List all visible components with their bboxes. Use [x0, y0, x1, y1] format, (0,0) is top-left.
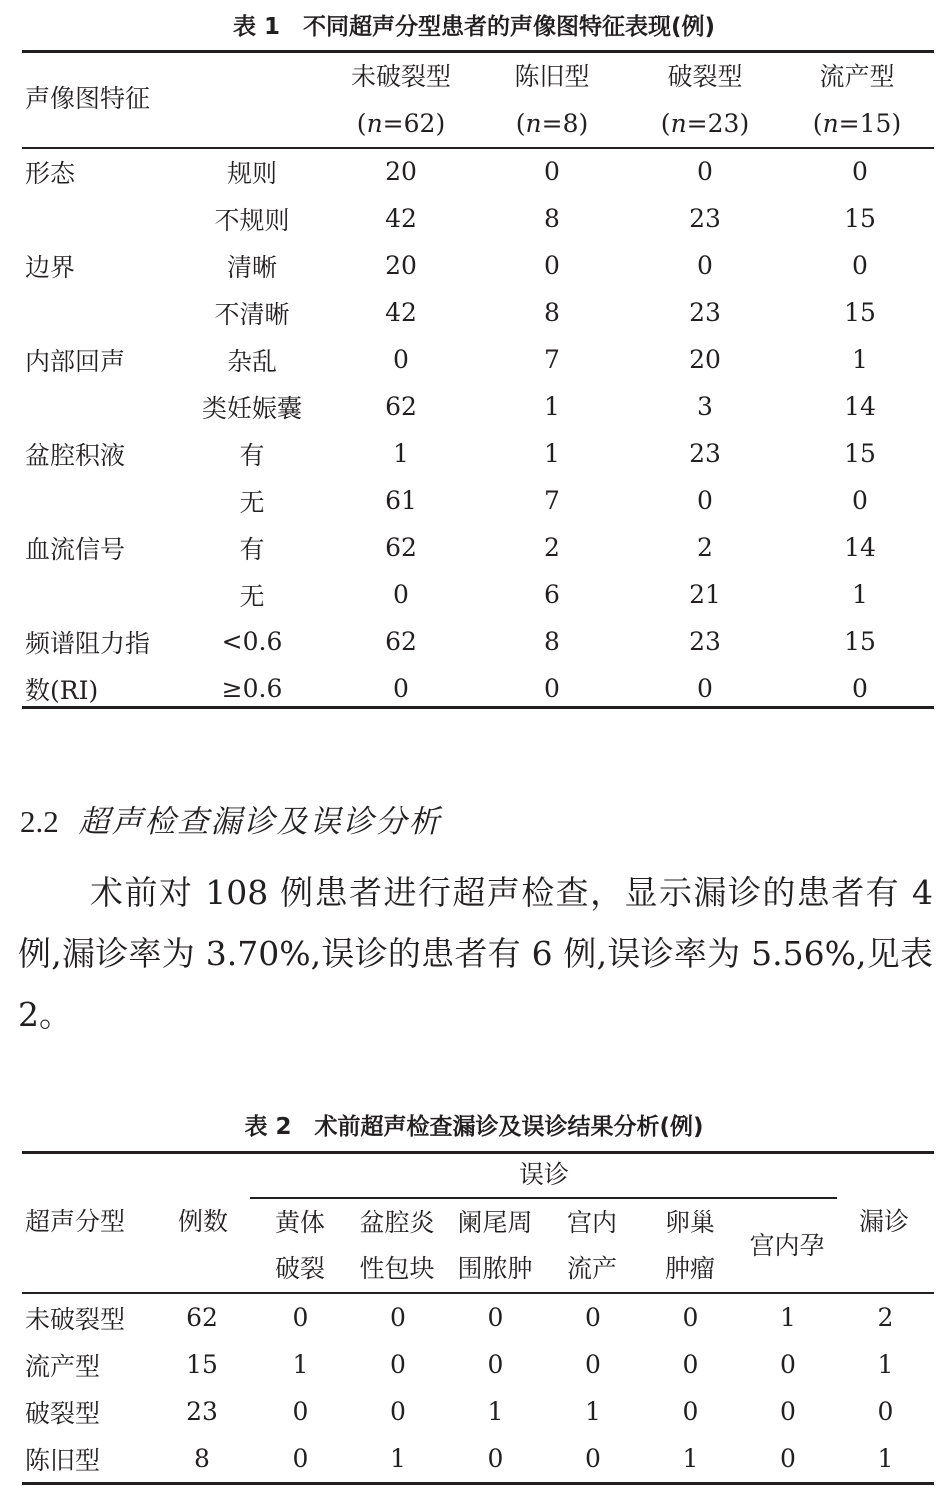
- table2-cell: 0: [292, 1444, 309, 1473]
- section-title: 超声检查漏诊及误诊分析: [78, 804, 442, 840]
- table2-cell: 0: [780, 1397, 796, 1426]
- table1-row: [22, 430, 934, 477]
- table1-cell: 15: [844, 439, 876, 468]
- table1-cell: 1: [544, 392, 560, 421]
- table2-cell: 1: [585, 1397, 601, 1426]
- table2-misdiag-col: 阑尾周: [457, 1208, 533, 1237]
- table2-count: 23: [186, 1397, 218, 1426]
- table1-row: [22, 195, 934, 242]
- table1-cell: 7: [544, 345, 560, 374]
- table2-col-count: 例数: [177, 1207, 229, 1236]
- table1-cell: 20: [385, 251, 417, 280]
- table2-cell: 0: [682, 1350, 699, 1379]
- table1-cell: 62: [385, 533, 417, 562]
- table1-cell: 0: [544, 157, 560, 186]
- table2-cell: 0: [585, 1303, 601, 1332]
- table1-feature: [22, 195, 182, 242]
- table2-cell: 0: [585, 1350, 601, 1379]
- table2-row: [22, 1294, 934, 1341]
- table2-cell: 0: [682, 1303, 699, 1332]
- table2-type: 破裂型: [25, 1398, 101, 1428]
- table1-feature: [22, 383, 182, 430]
- table1-cell: 0: [852, 251, 868, 280]
- table1-cell: 0: [697, 157, 713, 186]
- table2-cell: 0: [292, 1303, 309, 1332]
- table2-count: 8: [194, 1444, 210, 1473]
- table1-cell: 23: [689, 439, 721, 468]
- table2-cell: 1: [682, 1444, 699, 1473]
- table1-sub: <0.6: [221, 627, 283, 656]
- table1-feature: 形态: [25, 158, 76, 188]
- table1-row: [22, 477, 934, 524]
- table1-group-name: 破裂型: [667, 62, 743, 91]
- table1-top-rule: [22, 50, 934, 53]
- table1-group-n: (n=23): [660, 109, 750, 138]
- table2-misdiag-col: 宫内孕: [749, 1231, 825, 1260]
- table2-misdiag-col: 黄体: [274, 1208, 326, 1237]
- table2-misdiag-col: 流产: [566, 1254, 618, 1283]
- table1-feature: 内部回声: [25, 346, 126, 376]
- table2-cell: 0: [487, 1444, 504, 1473]
- table2-cell: 1: [780, 1303, 796, 1332]
- table1-header-feature: 声像图特征: [25, 84, 151, 113]
- table1-cell: 2: [697, 533, 713, 562]
- table1-group-name: 陈旧型: [514, 62, 590, 91]
- table2-cell: 0: [390, 1303, 406, 1332]
- table1-feature: 数(RI): [25, 675, 99, 705]
- table1-feature: 频谱阻力指: [25, 628, 151, 658]
- table1-feature: 盆腔积液: [25, 440, 126, 470]
- table2-misdiag-col: 卵巢: [664, 1208, 716, 1237]
- table1-cell: 0: [852, 157, 868, 186]
- table1-cell: 1: [852, 345, 868, 374]
- table2-body: [22, 1294, 934, 1482]
- table1-sub: 有: [239, 440, 265, 470]
- table1-cell: 0: [544, 251, 560, 280]
- table1-cell: 62: [385, 392, 417, 421]
- table1-cell: 0: [852, 486, 868, 515]
- table1-cell: 23: [689, 204, 721, 233]
- table1-sub: 不规则: [214, 205, 290, 235]
- table1-cell: 6: [544, 580, 560, 609]
- table1-group-n: (n=15): [812, 109, 902, 138]
- table1-cell: 8: [544, 627, 560, 656]
- table1-cell: 0: [697, 674, 713, 703]
- table1-cell: 0: [393, 580, 409, 609]
- table1-row: [22, 148, 934, 195]
- table1-feature: [22, 477, 182, 524]
- table1-cell: 15: [844, 298, 876, 327]
- table2-count: 62: [186, 1303, 218, 1332]
- table1-cell: 61: [385, 486, 417, 515]
- table1-cell: 42: [385, 298, 417, 327]
- table1-row: [22, 289, 934, 336]
- table2-cell: 0: [390, 1350, 406, 1379]
- table2-col-missed: 漏诊: [858, 1207, 910, 1236]
- table1-row: [22, 242, 934, 289]
- table1-row: [22, 571, 934, 618]
- table1-cell: 23: [689, 627, 721, 656]
- table2-misdiag-col: 性包块: [359, 1254, 435, 1283]
- table2-missed: 0: [877, 1397, 894, 1426]
- table1-feature: [22, 571, 182, 618]
- table2-group-rule: [250, 1197, 837, 1199]
- table1-row: [22, 618, 934, 665]
- table1-bottom-rule: [22, 706, 934, 709]
- table1-sub: 有: [239, 534, 265, 564]
- table1-cell: 20: [689, 345, 721, 374]
- table2-type: 未破裂型: [25, 1304, 126, 1334]
- table2-cell: 0: [292, 1397, 309, 1426]
- table1-sub: 规则: [226, 158, 277, 188]
- table1-cell: 0: [393, 345, 409, 374]
- table2-row: [22, 1341, 934, 1388]
- table1-cell: 15: [844, 627, 876, 656]
- table2-misdiag-col: 围脓肿: [457, 1254, 533, 1283]
- table2-missed: 1: [877, 1444, 894, 1473]
- table2-misdiag-group: 误诊: [518, 1160, 570, 1189]
- table1-cell: 0: [697, 251, 713, 280]
- table1-cell: 23: [689, 298, 721, 327]
- table1-cell: 0: [697, 486, 713, 515]
- table1-cell: 8: [544, 204, 560, 233]
- table2-cell: 1: [390, 1444, 406, 1473]
- table1-cell: 42: [385, 204, 417, 233]
- table1-row: [22, 383, 934, 430]
- table1-cell: 3: [697, 392, 713, 421]
- table2-cell: 0: [390, 1397, 406, 1426]
- table1-cell: 1: [544, 439, 560, 468]
- table1-cell: 1: [393, 439, 409, 468]
- table1-feature: 血流信号: [25, 534, 126, 564]
- table2-cell: 0: [780, 1350, 796, 1379]
- table1-cell: 0: [544, 674, 560, 703]
- table2-cell: 0: [487, 1350, 504, 1379]
- table2-top-rule: [22, 1151, 934, 1154]
- table1-cell: 15: [844, 204, 876, 233]
- table1-row: [22, 665, 934, 712]
- table2-missed: 1: [877, 1350, 894, 1379]
- table1-cell: 1: [852, 580, 868, 609]
- table1-sub: 清晰: [226, 252, 277, 282]
- table2-row: [22, 1435, 934, 1482]
- table2-cell: 1: [487, 1397, 504, 1426]
- table1-feature: 边界: [25, 252, 76, 282]
- table1-row: [22, 336, 934, 383]
- table2-missed: 2: [877, 1303, 894, 1332]
- table1-cell: 14: [844, 533, 876, 562]
- table2-misdiag-col: 宫内: [566, 1208, 618, 1237]
- table1-group-name: 流产型: [819, 62, 895, 91]
- table1-cell: 62: [385, 627, 417, 656]
- table1-cell: 21: [689, 580, 721, 609]
- table1-sub: ≥0.6: [221, 674, 283, 703]
- table2-count: 15: [186, 1350, 218, 1379]
- table2-cell: 1: [292, 1350, 309, 1379]
- table1-sub: 不清晰: [214, 299, 290, 329]
- table1-sub: 无: [239, 581, 265, 611]
- table1-cell: 8: [544, 298, 560, 327]
- table2-cell: 0: [487, 1303, 504, 1332]
- table1-cell: 7: [544, 486, 560, 515]
- table1-cell: 0: [393, 674, 409, 703]
- table1-cell: 14: [844, 392, 876, 421]
- table1-body: [22, 148, 934, 712]
- table1-sub: 类妊娠囊: [201, 393, 302, 423]
- table1-sub: 无: [239, 487, 265, 517]
- table2-type: 陈旧型: [25, 1445, 101, 1475]
- table2-misdiag-col: 破裂: [274, 1254, 326, 1283]
- table2-col-type: 超声分型: [25, 1207, 126, 1236]
- table1-group-name: 未破裂型: [350, 62, 452, 91]
- table1-cell: 2: [544, 533, 560, 562]
- table2-misdiag-col: 肿瘤: [664, 1254, 716, 1283]
- table2-cell: 0: [585, 1444, 601, 1473]
- table2-title: 表 2 术前超声检查漏诊及误诊结果分析(例): [244, 1114, 704, 1140]
- table1-feature: [22, 289, 182, 336]
- table2-bottom-rule: [22, 1482, 934, 1485]
- table1-cell: 20: [385, 157, 417, 186]
- table2-row: [22, 1388, 934, 1435]
- table1-group-n: (n=62): [356, 109, 446, 138]
- section-paragraph: 术前对 108 例患者进行超声检查，显示漏诊的患者有 4 例,漏诊率为 3.70%,误诊的患者有 6 例,误诊率为 5.56%,见表 2。: [18, 873, 933, 1034]
- table1-row: [22, 524, 934, 571]
- table2-misdiag-col: 盆腔炎: [359, 1208, 435, 1237]
- table2-cell: 0: [780, 1444, 796, 1473]
- table2-type: 流产型: [25, 1351, 101, 1381]
- table1-group-n: (n=8): [515, 109, 589, 138]
- table1-title: 表 1 不同超声分型患者的声像图特征表现(例): [232, 14, 716, 40]
- table1-cell: 0: [852, 674, 868, 703]
- table1-sub: 杂乱: [226, 346, 277, 376]
- section-heading: [20, 800, 441, 844]
- section-number: 2.2: [20, 804, 59, 839]
- table2-cell: 0: [682, 1397, 699, 1426]
